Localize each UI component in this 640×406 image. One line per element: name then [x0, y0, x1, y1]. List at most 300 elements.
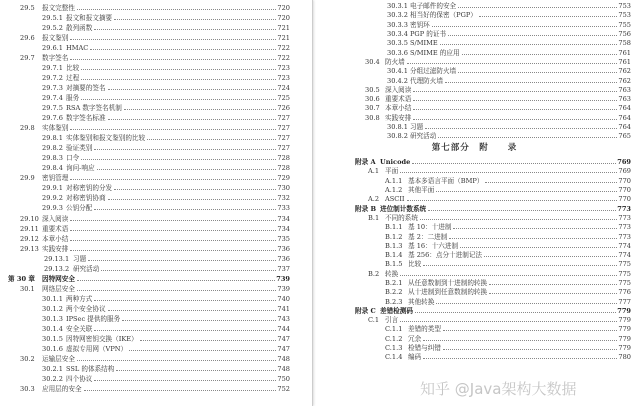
- dot-leader: [94, 149, 276, 150]
- dot-leader: [81, 159, 276, 160]
- toc-entry-page: 764: [618, 123, 631, 131]
- dot-leader: [140, 340, 277, 341]
- toc-entry-number: 30.3.1: [387, 2, 408, 11]
- toc-entry-number: 29.7.3: [42, 83, 63, 92]
- toc-entry-number: 29.9.3: [42, 204, 63, 213]
- dot-leader: [449, 238, 617, 239]
- toc-entry-title: SSL 的体系结构: [66, 365, 115, 374]
- toc-entry-title: ASCII: [385, 195, 405, 204]
- dot-leader: [436, 191, 617, 192]
- toc-entry-page: 773: [618, 223, 631, 232]
- toc-entry: [0, 43, 290, 53]
- toc-entry-number: A.1.1: [385, 176, 403, 185]
- dot-leader: [70, 250, 276, 251]
- left-page: [0, 0, 313, 406]
- dot-leader: [70, 179, 276, 180]
- dot-leader: [413, 100, 617, 101]
- toc-entry-title: 网络层安全: [42, 284, 75, 293]
- toc-entry: [0, 144, 290, 154]
- toc-entry-title: 散列函数: [66, 23, 93, 32]
- toc-entry-page: 761: [618, 57, 631, 66]
- toc-entry-title: 实践安排: [385, 113, 412, 122]
- toc-entry: [318, 260, 631, 269]
- dot-leader: [407, 200, 618, 201]
- dot-leader: [94, 300, 276, 301]
- toc-entry-number: 29.5.2: [42, 23, 63, 32]
- dot-leader: [108, 310, 277, 311]
- toc-entry-page: 770: [618, 176, 631, 185]
- toc-entry-title: 本章小结: [385, 104, 412, 113]
- toc-entry-title: 其他平面: [408, 186, 435, 195]
- toc-entry-number: 30.1.1: [42, 294, 63, 303]
- toc-entry-page: 773: [617, 204, 631, 213]
- toc-entry-page: 727: [277, 114, 290, 123]
- toc-entry: [0, 304, 290, 314]
- toc-entry-number: 30.5: [365, 85, 380, 94]
- toc-entry-title: 习题: [73, 254, 87, 263]
- toc-entry-title: 从任意数制到十进制的转换: [408, 279, 488, 287]
- toc-entry-page: 779: [618, 325, 631, 334]
- dot-leader: [114, 19, 276, 20]
- toc-entry-page: 723: [277, 73, 290, 82]
- dot-leader: [458, 72, 617, 73]
- toc-entry-title: 差错的类型: [408, 325, 441, 334]
- toc-entry-title: 基 16：十六进制: [408, 241, 459, 250]
- dot-leader: [84, 390, 277, 391]
- toc-entry-page: 735: [277, 234, 290, 243]
- toc-entry-number: C.1.2: [385, 334, 403, 343]
- toc-entry-number: 30.2.1: [42, 365, 63, 374]
- toc-entry: [0, 134, 290, 144]
- toc-entry-number: A.1: [368, 167, 380, 176]
- dot-leader: [485, 182, 617, 183]
- toc-entry-page: 720: [277, 13, 290, 22]
- toc-entry-page: 752: [277, 385, 290, 394]
- toc-entry-number: 30.3.2: [387, 11, 408, 20]
- dot-leader: [436, 303, 617, 304]
- toc-entry-number: C.1.4: [385, 353, 403, 362]
- dot-leader: [77, 9, 276, 10]
- dot-leader: [443, 349, 617, 350]
- toc-entry: [318, 104, 631, 113]
- dot-leader: [97, 169, 277, 170]
- toc-entry-title: 基 10：十进制: [408, 223, 452, 232]
- toc-entry: [0, 234, 290, 244]
- toc-entry-title: S/MIME 的应用: [410, 48, 460, 57]
- toc-entry: [0, 13, 290, 23]
- toc-entry-title: 分组过滤防火墙: [410, 67, 457, 76]
- toc-entry: [0, 204, 290, 214]
- toc-entry-page: 753: [618, 2, 631, 11]
- toc-entry-page: 770: [618, 186, 631, 195]
- dot-leader: [462, 54, 618, 55]
- toc-entry: [0, 385, 290, 395]
- toc-entry: [0, 244, 290, 254]
- toc-entry-title: 编码: [408, 353, 422, 362]
- toc-entry-number: 29.7.4: [42, 93, 63, 102]
- dot-leader: [94, 209, 276, 210]
- toc-entry-number: 29.7: [20, 53, 35, 62]
- toc-entry: [318, 232, 631, 241]
- toc-entry-page: 727: [277, 134, 290, 143]
- toc-entry-title: 询问-响应: [66, 164, 95, 173]
- dot-leader: [94, 29, 276, 30]
- toc-entry-page: 724: [277, 83, 290, 92]
- dot-leader: [70, 230, 276, 231]
- toc-entry-number: 29.12: [20, 234, 39, 243]
- toc-entry-title: 两个安全协议: [66, 304, 106, 313]
- toc-entry-number: 29.10: [20, 214, 39, 223]
- dot-leader: [70, 129, 276, 130]
- toc-entry-number: B.2.3: [385, 297, 403, 306]
- toc-entry-title: 基本多语言平面（BMP）: [408, 176, 484, 185]
- dot-leader: [70, 59, 276, 60]
- toc-entry: [0, 224, 290, 234]
- toc-entry: [0, 314, 290, 324]
- toc-entry-number: C.1.1: [385, 325, 403, 334]
- toc-entry-title: 对称密钥协商: [66, 194, 106, 203]
- toc-entry: [0, 214, 290, 224]
- toc-entry-title: 重要术语: [42, 224, 69, 233]
- dot-leader: [122, 320, 276, 321]
- dot-leader: [77, 360, 276, 361]
- toc-entry-page: 737: [277, 264, 290, 273]
- dot-leader: [400, 275, 617, 276]
- dot-leader: [77, 280, 275, 281]
- toc-entry-number: 附录 A: [355, 158, 376, 167]
- toc-entry-title: 口令: [66, 154, 80, 163]
- toc-entry: [318, 58, 631, 67]
- dot-leader: [425, 128, 617, 129]
- toc-entry: [318, 214, 631, 223]
- toc-entry: [0, 174, 290, 184]
- toc-entry: [0, 103, 290, 113]
- toc-entry-title: 比较: [66, 63, 80, 72]
- toc-entry-page: 750: [277, 375, 290, 384]
- toc-entry-title: 重要术语: [385, 95, 412, 104]
- toc-entry-title: 应用层的安全: [42, 385, 82, 394]
- toc-entry-title: 实体鉴别和报文鉴别的比较: [66, 134, 146, 143]
- toc-entry-page: 763: [618, 95, 631, 104]
- toc-entry-number: 29.5.1: [42, 13, 63, 22]
- toc-entry-page: 729: [277, 174, 290, 183]
- toc-entry: [318, 307, 631, 316]
- toc-entry: [0, 365, 290, 375]
- toc-entry-title: 两种方式: [66, 294, 93, 303]
- dot-leader: [458, 7, 617, 8]
- toc-entry-page: 765: [618, 132, 631, 141]
- toc-entry: [0, 33, 290, 43]
- toc-entry-number: 30.1.2: [42, 304, 63, 313]
- part-heading: 第七部分 附 录: [431, 143, 518, 153]
- dot-leader: [423, 358, 617, 359]
- toc-entry-title: PGP 的证书: [410, 30, 447, 39]
- right-page: [318, 0, 640, 406]
- toc-entry-number: B.1.3: [385, 241, 403, 250]
- dot-leader: [415, 312, 616, 313]
- toc-entry-number: 30.2.2: [42, 375, 63, 384]
- toc-entry: [318, 279, 631, 288]
- toc-entry: [0, 274, 290, 284]
- toc-entry-number: B.2: [368, 269, 380, 278]
- toc-entry-title: 数字签名: [42, 53, 69, 62]
- dot-leader: [108, 89, 277, 90]
- toc-entry-number: 29.5: [20, 3, 35, 12]
- toc-entry-number: B.1.5: [385, 260, 403, 269]
- toc-entry-page: 747: [277, 335, 290, 344]
- dot-leader: [129, 350, 276, 351]
- toc-entry-number: 29.8.1: [42, 134, 63, 143]
- toc-entry-number: 29.13: [20, 244, 39, 253]
- toc-entry-number: 30.3.4: [387, 30, 408, 39]
- toc-entry: [318, 39, 631, 48]
- toc-entry-page: 764: [618, 104, 631, 113]
- toc-entry-page: 756: [618, 30, 631, 39]
- toc-entry-title: 研究活动: [73, 264, 100, 273]
- toc-entry-number: B.1.1: [385, 223, 403, 232]
- toc-entry-number: 附录 C: [355, 306, 376, 315]
- toc-entry-page: 763: [618, 85, 631, 94]
- toc-entry-title: IPSec 提供的服务: [66, 314, 121, 323]
- toc-entry-title: 电子邮件的安全: [410, 2, 457, 11]
- toc-entry-page: 739: [276, 274, 290, 283]
- toc-entry: [318, 353, 631, 362]
- dot-leader: [420, 219, 617, 220]
- dot-leader: [108, 119, 277, 120]
- dot-leader: [445, 82, 617, 83]
- toc-entry-page: 722: [277, 43, 290, 52]
- toc-entry-title: HMAC: [66, 43, 89, 52]
- toc-entry: [318, 167, 631, 176]
- toc-entry: [0, 114, 290, 124]
- toc-entry-title: 公钥分配: [66, 204, 93, 213]
- toc-entry-title: 相当好的保密（PGP）: [410, 11, 477, 20]
- toc-entry-number: 30.6: [365, 95, 380, 104]
- toc-entry-page: 779: [618, 334, 631, 343]
- toc-entry-page: 758: [618, 39, 631, 48]
- dot-leader: [94, 380, 276, 381]
- toc-entry: [0, 124, 290, 134]
- toc-entry-number: 30.1.4: [42, 325, 63, 334]
- toc-entry-page: 775: [618, 279, 631, 287]
- toc-entry-number: B.1.2: [385, 232, 403, 241]
- toc-entry-page: 744: [277, 325, 290, 334]
- toc-entry-title: 运输层安全: [42, 355, 75, 364]
- dot-leader: [443, 330, 617, 331]
- toc-entry-number: C.1.3: [385, 344, 403, 353]
- toc-entry-title: 过程: [66, 73, 80, 82]
- toc-entry-number: 30.1.6: [42, 345, 63, 354]
- toc-entry-title: 研究活动: [410, 132, 437, 141]
- toc-entry-page: 773: [618, 232, 631, 241]
- toc-entry-title: 实体鉴别: [42, 124, 69, 133]
- toc-entry: [318, 30, 631, 39]
- toc-entry-title: 冗余: [408, 334, 422, 343]
- dot-leader: [400, 172, 617, 173]
- toc-entry-number: 29.8: [20, 124, 35, 133]
- toc-entry-title: 基 2：二进制: [408, 232, 448, 241]
- dot-leader: [479, 16, 618, 17]
- toc-entry-title: 差错检测码: [380, 306, 413, 315]
- toc-entry-title: 对称密钥的分发: [66, 184, 113, 193]
- toc-entry: [318, 344, 631, 353]
- toc-entry-title: 安全关联: [66, 325, 93, 334]
- toc-entry-page: 775: [618, 269, 631, 278]
- toc-list-left: [0, 3, 290, 395]
- toc-entry-title: 平面: [385, 167, 399, 176]
- toc-entry-page: 748: [277, 365, 290, 374]
- toc-entry: [0, 63, 290, 73]
- toc-entry: [0, 194, 290, 204]
- toc-entry-page: 762: [618, 76, 631, 85]
- toc-entry: [0, 53, 290, 63]
- toc-entry: [318, 86, 631, 95]
- toc-entry-title: 验证类别: [66, 144, 93, 153]
- dot-leader: [448, 35, 617, 36]
- toc-entry: [318, 195, 631, 204]
- toc-entry: [0, 294, 290, 304]
- toc-entry-title: 服务: [66, 93, 80, 102]
- toc-entry-page: 739: [277, 284, 290, 293]
- toc-entry-title: 转换: [385, 269, 399, 278]
- toc-entry-page: 777: [618, 297, 631, 306]
- toc-entry: [318, 335, 631, 344]
- toc-entry-number: 30.8.1: [387, 123, 408, 131]
- toc-entry-number: 30.3: [20, 385, 35, 394]
- toc-entry: [0, 355, 290, 365]
- toc-entry: [0, 325, 290, 335]
- dot-leader: [81, 79, 276, 80]
- toc-entry-number: 29.8.2: [42, 144, 63, 153]
- toc-entry-title: 报文和报文摘要: [66, 13, 113, 22]
- toc-entry-title: 检错与纠错: [408, 344, 441, 353]
- dot-leader: [413, 119, 617, 120]
- toc-entry-number: 29.9: [20, 174, 35, 183]
- dot-leader: [489, 293, 617, 294]
- toc-entry: [0, 73, 290, 83]
- toc-entry-number: 30.1.3: [42, 314, 63, 323]
- toc-entry-number: 30.2: [20, 355, 35, 364]
- toc-entry-number: 30.4.1: [387, 67, 408, 76]
- dot-leader: [114, 189, 276, 190]
- toc-entry-title: 报文鉴别: [42, 33, 69, 42]
- toc-entry-number: 30.1.5: [42, 335, 63, 344]
- dot-leader: [489, 284, 617, 285]
- toc-entry-page: 722: [277, 53, 290, 62]
- toc-entry-title: 其他转换: [408, 297, 435, 306]
- toc-entry-page: 773: [618, 213, 631, 222]
- toc-entry: [318, 288, 631, 297]
- toc-entry-number: 30.8: [365, 113, 380, 122]
- toc-entry-title: 习题: [410, 123, 424, 131]
- toc-entry-number: 30.7: [365, 104, 380, 113]
- toc-entry-number: B.2.1: [385, 279, 403, 287]
- toc-entry-page: 728: [277, 164, 290, 173]
- toc-entry-page: 780: [618, 353, 631, 362]
- toc-entry-title: Unicode: [380, 158, 411, 167]
- dot-leader: [81, 69, 276, 70]
- toc-entry-title: 因特网安全: [42, 274, 75, 283]
- toc-entry-page: 775: [618, 260, 631, 269]
- toc-entry-title: 虚拟专用网（VPN）: [66, 345, 128, 354]
- toc-entry-number: 30.4: [365, 57, 380, 66]
- dot-leader: [70, 39, 276, 40]
- toc-entry-title: 代理防火墙: [410, 76, 443, 85]
- toc-entry-page: 727: [277, 124, 290, 133]
- toc-entry-number: 29.8.4: [42, 164, 63, 173]
- toc-entry: [318, 186, 631, 195]
- toc-entry-page: 741: [277, 304, 290, 313]
- toc-entry: [318, 67, 631, 76]
- toc-entry-title: 密钥环: [410, 20, 430, 29]
- toc-entry-title: S/MIME: [410, 39, 438, 48]
- toc-entry-page: 721: [277, 33, 290, 42]
- dot-leader: [124, 109, 277, 110]
- toc-entry: [318, 11, 631, 20]
- toc-list-appendix: [318, 158, 631, 363]
- dot-leader: [413, 91, 617, 92]
- toc-entry-page: 727: [277, 144, 290, 153]
- toc-entry-number: 29.13.2: [44, 264, 70, 273]
- toc-entry-number: 29.7.5: [42, 103, 63, 112]
- toc-entry: [0, 284, 290, 294]
- toc-entry: [318, 132, 631, 141]
- toc-entry: [0, 264, 290, 274]
- toc-entry-title: 不同的系统: [385, 213, 418, 222]
- toc-entry-title: 实践安排: [42, 244, 69, 253]
- toc-entry: [0, 375, 290, 385]
- dot-leader: [423, 265, 617, 266]
- toc-entry: [318, 95, 631, 104]
- toc-entry: [318, 251, 631, 260]
- toc-entry-page: 720: [277, 3, 290, 12]
- toc-entry-page: 725: [277, 93, 290, 102]
- toc-entry-page: 748: [277, 355, 290, 364]
- toc-entry-number: B.2.2: [385, 288, 403, 297]
- toc-entry-page: 770: [618, 195, 631, 204]
- toc-entry-page: 774: [618, 241, 631, 250]
- toc-entry-page: 755: [618, 20, 631, 29]
- toc-entry: [318, 177, 631, 186]
- toc-entry-number: A.1.2: [385, 186, 403, 195]
- toc-entry-page: 761: [618, 48, 631, 57]
- toc-entry-page: 734: [277, 224, 290, 233]
- toc-entry: [318, 114, 631, 123]
- toc-entry-number: C.1: [368, 316, 380, 325]
- dot-leader: [407, 63, 618, 64]
- toc-entry-page: 743: [277, 314, 290, 323]
- toc-entry: [0, 154, 290, 164]
- toc-entry-number: 30.1: [20, 284, 35, 293]
- toc-entry-number: 29.7.2: [42, 73, 63, 82]
- dot-leader: [428, 210, 616, 211]
- toc-entry: [318, 204, 631, 213]
- toc-entry: [0, 345, 290, 355]
- toc-entry: [318, 316, 631, 325]
- toc-entry: [318, 270, 631, 279]
- toc-entry-number: 30.3.5: [387, 39, 408, 48]
- toc-entry-title: 对摘要的签名: [66, 83, 106, 92]
- toc-entry-title: 本章小结: [42, 234, 69, 243]
- toc-entry: [0, 23, 290, 33]
- dot-leader: [108, 199, 277, 200]
- watermark: 知乎 @Java架构大数据: [420, 380, 577, 398]
- toc-entry-page: 764: [618, 113, 631, 122]
- toc-entry-number: B.1: [368, 213, 380, 222]
- toc-entry: [318, 325, 631, 334]
- toc-entry-page: 779: [618, 344, 631, 353]
- toc-entry: [318, 123, 631, 132]
